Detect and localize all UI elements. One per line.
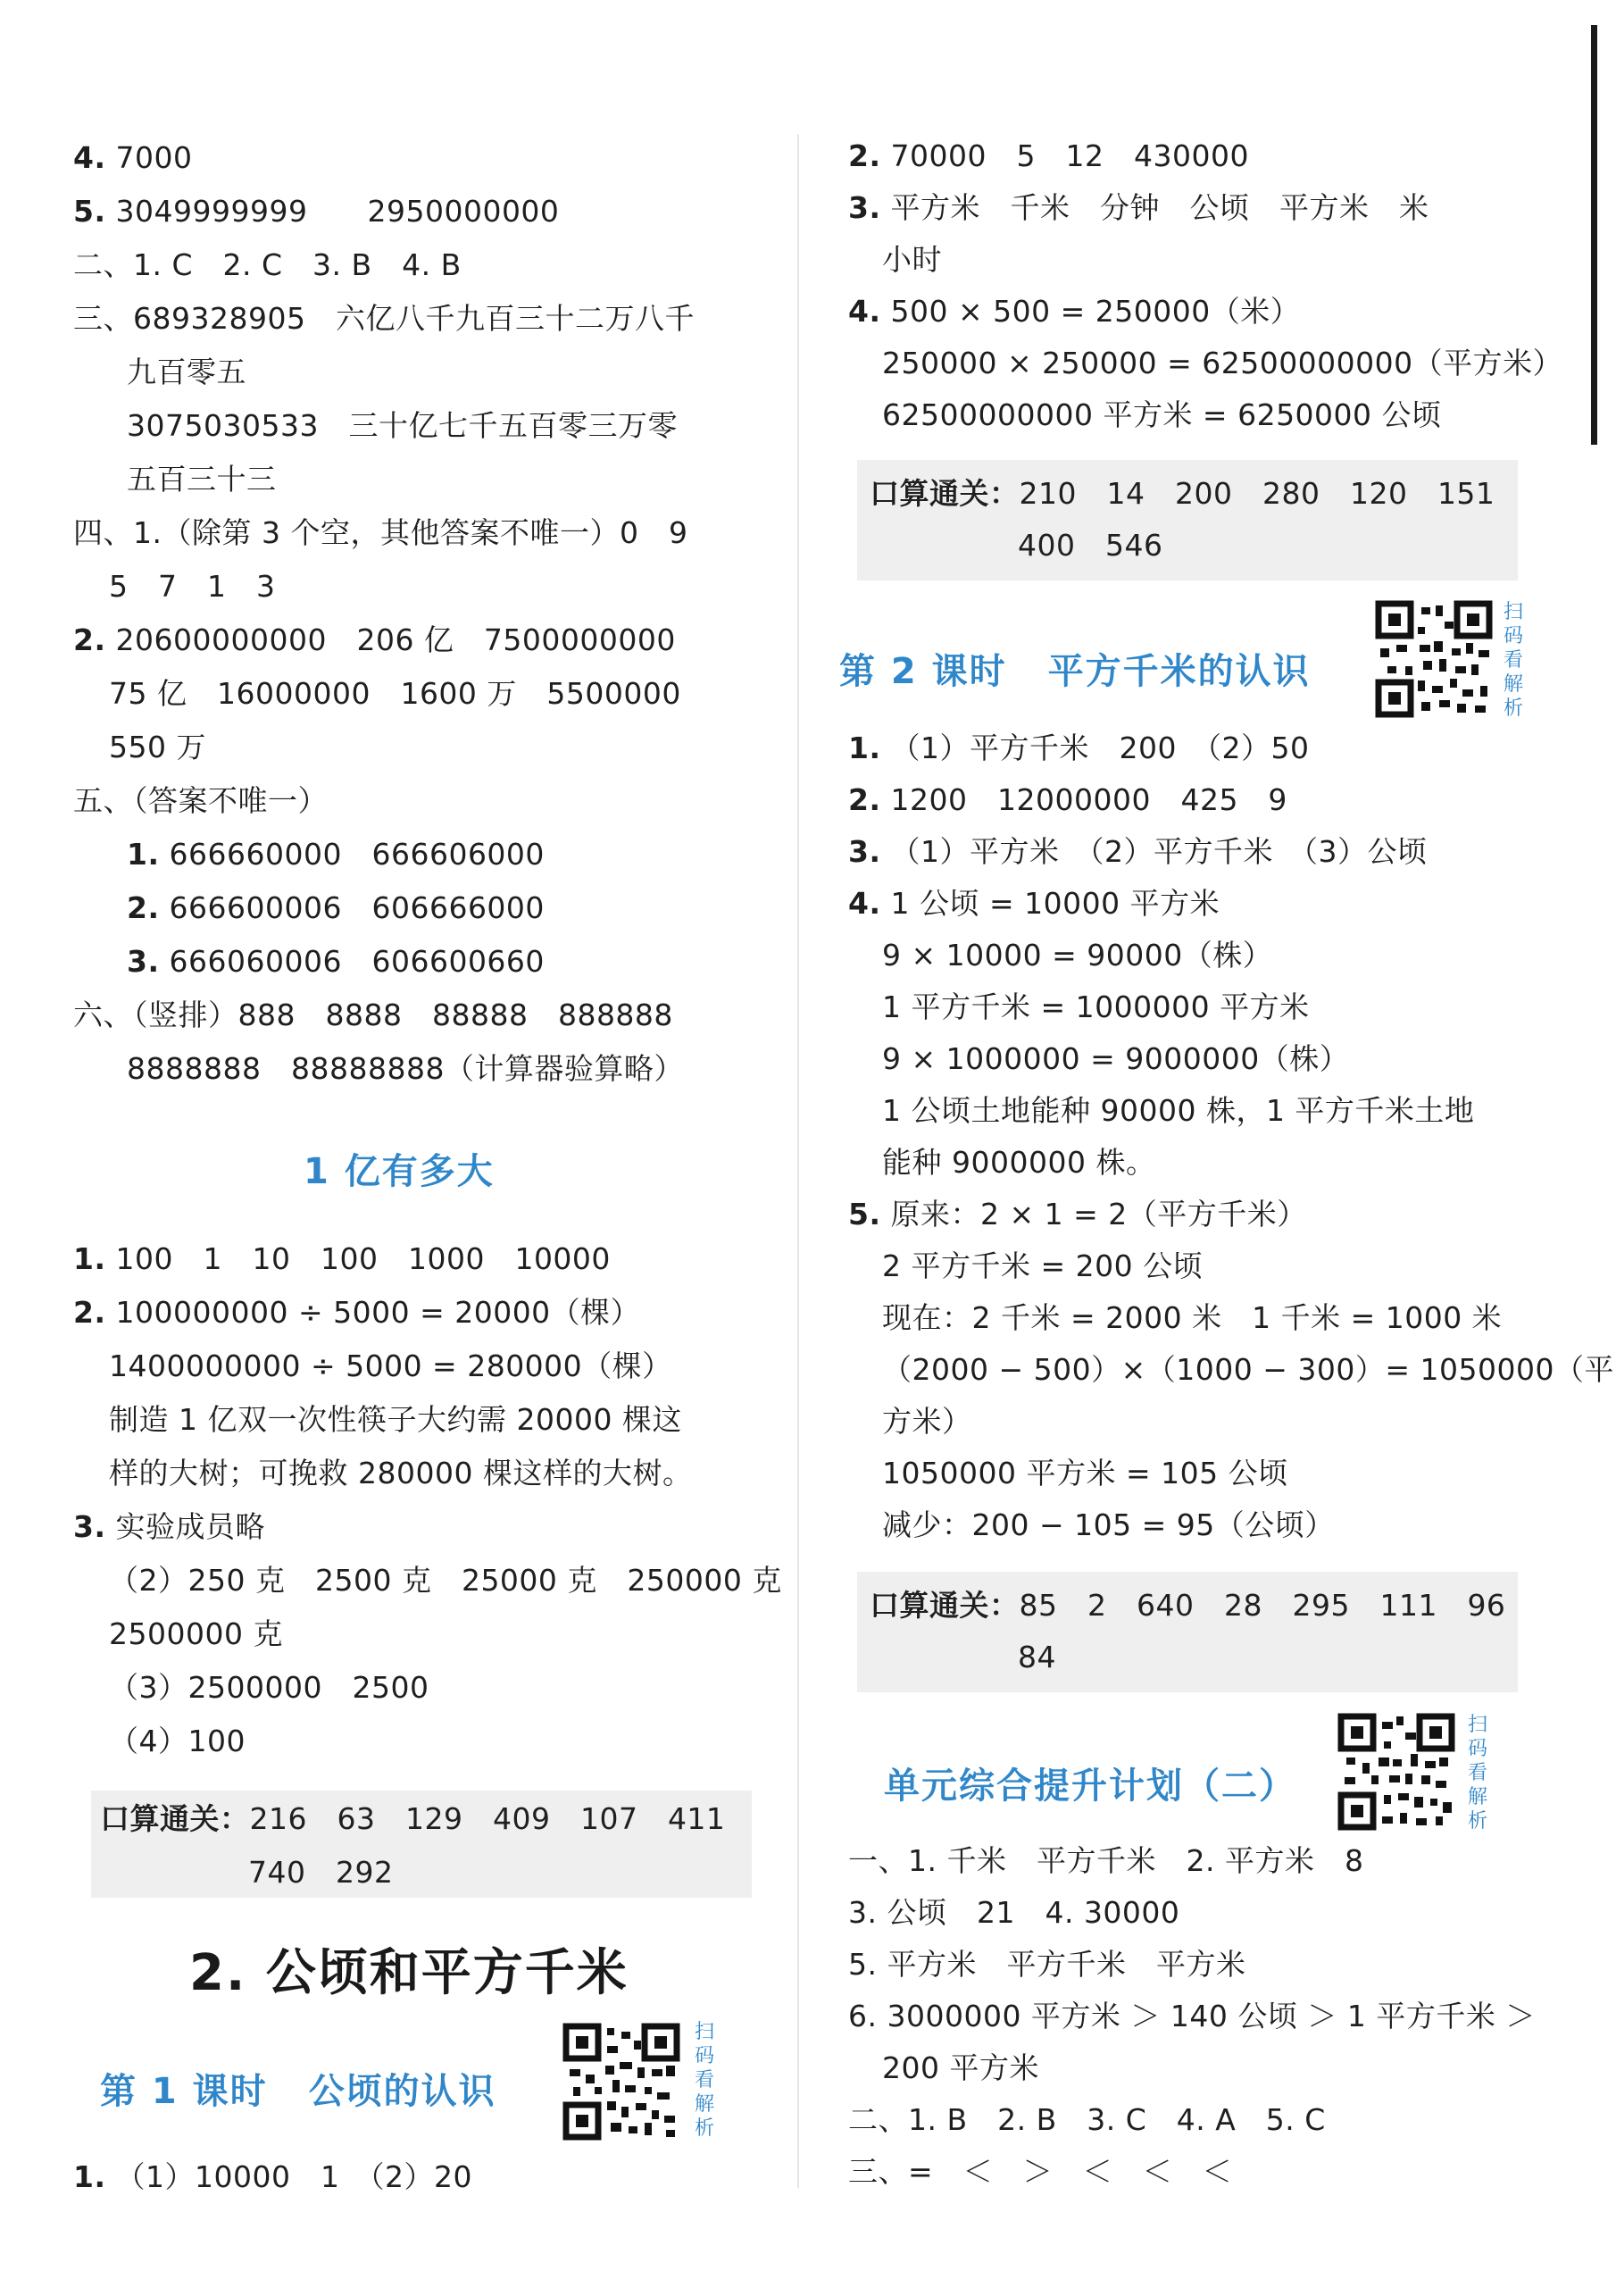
chapter-title: 2. 公顷和平方千米 bbox=[189, 1944, 629, 2002]
answer-line: 五百三十三 bbox=[127, 462, 277, 497]
answer-line: 制造 1 亿双一次性筷子大约需 20000 棵这 bbox=[109, 1402, 682, 1437]
answer-line: 1 公顷土地能种 90000 株，1 平方千米土地 bbox=[882, 1093, 1475, 1128]
answer-line: 1050000 平方米 = 105 公顷 bbox=[882, 1456, 1288, 1490]
answer-line: 8888888 88888888（计算器验算略） bbox=[127, 1051, 684, 1086]
answer-line: 9 × 1000000 = 9000000（株） bbox=[882, 1041, 1350, 1076]
answer-line: 1400000000 ÷ 5000 = 280000（棵） bbox=[109, 1348, 672, 1383]
answer-line: 3. 平方米 千米 分钟 公顷 平方米 米 bbox=[848, 190, 1429, 225]
answer-line: 方米） bbox=[882, 1404, 972, 1439]
answer-line: 1. 100 1 10 100 1000 10000 bbox=[73, 1241, 611, 1276]
answer-line: 2. 70000 5 12 430000 bbox=[848, 138, 1249, 173]
qr-caption: 扫 码 看 解 析 bbox=[1503, 601, 1523, 720]
qr-caption: 扫 码 看 解 析 bbox=[1467, 1714, 1487, 1833]
answer-line: 五、（答案不唯一） bbox=[73, 783, 328, 818]
answer-line: 62500000000 平方米 = 6250000 公顷 bbox=[882, 397, 1442, 432]
answer-line: 5. 原来：2 × 1 = 2（平方千米） bbox=[848, 1197, 1307, 1231]
qr-code-icon bbox=[1375, 600, 1493, 718]
answer-line: 4. 7000 bbox=[73, 140, 193, 175]
answer-line: （2）250 克 2500 克 25000 克 250000 克 bbox=[109, 1563, 782, 1598]
answer-line: 4. 1 公顷 = 10000 平方米 bbox=[848, 886, 1220, 921]
answer-line: 2. 666600006 606666000 bbox=[127, 890, 545, 925]
answer-line: 一、1. 千米 平方千米 2. 平方米 8 bbox=[848, 1843, 1364, 1878]
column-divider bbox=[797, 134, 799, 2188]
mental-math-row: 口算通关：210 14 200 280 120 151 bbox=[870, 476, 1495, 511]
answer-line: 9 × 10000 = 90000（株） bbox=[882, 938, 1273, 973]
unit-title: 单元综合提升计划（二） bbox=[884, 1766, 1296, 1807]
answer-line: 减少：200 − 105 = 95（公顷） bbox=[882, 1507, 1335, 1542]
answer-line: 三、689328905 六亿八千九百三十二万八千 bbox=[73, 301, 695, 336]
mental-math-box bbox=[857, 460, 1518, 580]
answer-line: 1 平方千米 = 1000000 平方米 bbox=[882, 989, 1310, 1024]
answer-line: 6. 3000000 平方米 ＞ 140 公顷 ＞ 1 平方千米 ＞ bbox=[848, 1999, 1536, 2033]
answer-line: 5 7 1 3 bbox=[109, 569, 276, 604]
answer-line: 2. 20600000000 206 亿 7500000000 bbox=[73, 622, 676, 657]
mental-math-row: 740 292 bbox=[248, 1855, 394, 1890]
qr-code-icon bbox=[562, 2023, 680, 2141]
mental-math-row: 口算通关：85 2 640 28 295 111 96 bbox=[870, 1588, 1506, 1623]
answer-line: 能种 9000000 株。 bbox=[882, 1145, 1156, 1180]
answer-line: 3. （1）平方米 （2）平方千米 （3）公顷 bbox=[848, 834, 1428, 869]
answer-line: 2 平方千米 = 200 公顷 bbox=[882, 1248, 1204, 1283]
answer-line: 1. 666660000 666606000 bbox=[127, 837, 545, 872]
answer-line: 1. （1）10000 1 （2）20 bbox=[73, 2159, 472, 2194]
answer-line: 4. 500 × 500 = 250000（米） bbox=[848, 294, 1301, 329]
answer-line: 六、（竖排）888 8888 88888 888888 bbox=[73, 998, 673, 1032]
answer-line: 二、1. B 2. B 3. C 4. A 5. C bbox=[848, 2102, 1326, 2137]
lesson-title: 第 1 课时 公顷的认识 bbox=[100, 2071, 496, 2112]
answer-line: 3. 666060006 606600660 bbox=[127, 944, 545, 979]
answer-line: 现在：2 千米 = 2000 米 1 千米 = 1000 米 bbox=[882, 1300, 1503, 1335]
qr-code-icon bbox=[1337, 1713, 1455, 1831]
lesson-title: 第 2 课时 平方千米的认识 bbox=[839, 651, 1311, 692]
answer-line: 5. 平方米 平方千米 平方米 bbox=[848, 1947, 1246, 1982]
answer-line: 3. 实验成员略 bbox=[73, 1509, 265, 1544]
answer-line: 四、1.（除第 3 个空，其他答案不唯一）0 9 bbox=[73, 515, 688, 550]
page-edge-bar bbox=[1591, 25, 1597, 445]
answer-line: 2500000 克 bbox=[109, 1616, 283, 1651]
answer-line: 九百零五 bbox=[127, 355, 246, 389]
mental-math-row: 400 546 bbox=[1018, 528, 1163, 563]
answer-line: 二、1. C 2. C 3. B 4. B bbox=[73, 247, 462, 282]
answer-line: 5. 3049999999 2950000000 bbox=[73, 194, 560, 229]
answer-line: 样的大树；可挽救 280000 棵这样的大树。 bbox=[109, 1456, 693, 1490]
answer-line: 三、= ＜ ＞ ＜ ＜ ＜ bbox=[848, 2154, 1233, 2189]
answer-line: 1. （1）平方千米 200 （2）50 bbox=[848, 731, 1310, 765]
mental-math-row: 84 bbox=[1018, 1640, 1056, 1674]
qr-caption: 扫 码 看 解 析 bbox=[694, 2021, 714, 2140]
answer-line: 550 万 bbox=[109, 730, 206, 764]
mental-math-box bbox=[857, 1572, 1518, 1692]
answer-line: （4）100 bbox=[109, 1724, 246, 1758]
answer-line: 2. 100000000 ÷ 5000 = 20000（棵） bbox=[73, 1295, 641, 1330]
mental-math-box bbox=[91, 1791, 752, 1898]
answer-line: （2000 − 500）×（1000 − 300）= 1050000（平 bbox=[882, 1352, 1614, 1387]
answer-line: 250000 × 250000 = 62500000000（平方米） bbox=[882, 346, 1563, 380]
answer-line: 2. 1200 12000000 425 9 bbox=[848, 782, 1287, 817]
mental-math-row: 口算通关：216 63 129 409 107 411 bbox=[100, 1801, 726, 1836]
answer-line: 3. 公顷 21 4. 30000 bbox=[848, 1895, 1180, 1930]
answer-line: 200 平方米 bbox=[882, 2050, 1039, 2085]
answer-line: （3）2500000 2500 bbox=[109, 1670, 429, 1705]
answer-line: 小时 bbox=[882, 242, 942, 277]
answer-line: 75 亿 16000000 1600 万 5500000 bbox=[109, 676, 681, 711]
answer-line: 3075030533 三十亿七千五百零三万零 bbox=[127, 408, 678, 443]
section-title: 1 亿有多大 bbox=[304, 1151, 495, 1192]
